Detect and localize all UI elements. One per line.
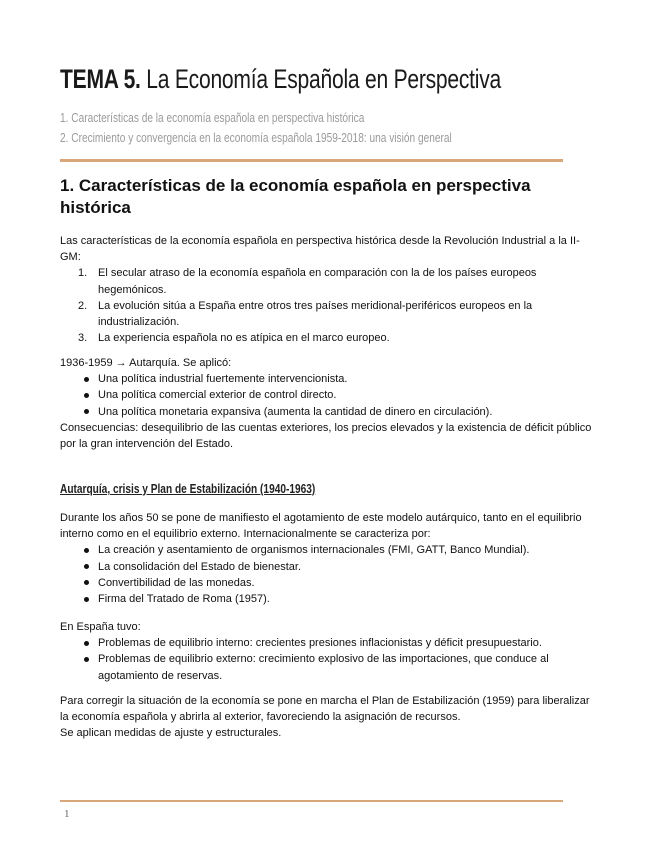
list-item: Firma del Tratado de Roma (1957). [60,591,600,607]
numbered-list [60,265,600,346]
list-item: Problemas de equilibrio externo: crecimiento explosivo de las importaciones, que conduce al agotamiento de reservas. [60,651,600,683]
espana-intro: En España tuvo: [60,621,141,633]
list-item: Convertibilidad de las monedas. [60,575,600,591]
paragraph: Se aplican medidas de ajuste y estructurales. [60,727,282,740]
list-item: Una política industrial fuertemente intervencionista. [60,371,600,387]
bullet-list [60,371,600,420]
header-divider [60,159,563,162]
list-item: 3. La experiencia española no es atípica en el marco europeo. [78,332,390,345]
title-text: La Economía Española en Perspectiva [146,64,502,94]
list-item: La consolidación del Estado de bienestar. [60,559,600,575]
list-item: Una política comercial exterior de control directo. [60,387,600,403]
list-item: 2. La evolución sitúa a España entre otros tres países meridional-periféricos europeos en la industrialización. [78,299,533,329]
autarquia-block [60,355,600,452]
paragraph: Para corregir la situación de la economía se pone en marcha el Plan de Estabilización (1959) para liberalizar la economía española y abrirla al exterior, favoreciendo la asignación de recursos. [60,695,590,724]
toc-item-1: 1. Características de la economía española en perspectiva histórica [60,110,365,125]
list-item: Una política monetaria expansiva (aumenta la cantidad de dinero en circulación). [60,404,600,420]
list-item: Problemas de equilibrio interno: crecientes presiones inflacionistas y déficit presupuestario. [60,635,600,651]
paragraph: Durante los años 50 se pone de manifiesto el agotamiento de este modelo autárquico, tanto en el equilibrio interno como en el equilibrio externo. Internacionalmente se caracteriza por: [60,512,582,541]
section1-body [60,233,600,346]
list-item: La creación y asentamiento de organismos internacionales (FMI, GATT, Banco Mundial). [60,542,600,558]
bullet-list [60,635,600,684]
espana-block [60,619,600,684]
subsection-body [60,510,600,607]
bullet-list [60,542,600,607]
toc-item-2: 2. Crecimiento y convergencia en la economía española 1959-2018: una visión general [60,130,452,145]
document-title [60,61,501,97]
subsection-heading: Autarquía, crisis y Plan de Estabilización (1940-1963) [60,481,316,496]
intro-paragraph: Las características de la economía española en perspectiva histórica desde la Revolución Industrial a la II-GM: [60,235,580,264]
footer-divider [60,800,563,802]
page-number: 1 [64,808,70,820]
consequences-paragraph: Consecuencias: desequilibrio de las cuentas exteriores, los precios elevados y la existencia de déficit público por la gran intervención del Estado. [60,421,592,451]
list-item: 1. El secular atraso de la economía española en comparación con la de los países europeos hegemónicos. [78,267,537,296]
section-heading: 1. Características de la economía española en perspectiva histórica [60,176,531,217]
title-label: TEMA 5. [60,64,141,94]
autarquia-intro: 1936-1959 → Autarquía. Se aplicó: [60,357,232,369]
final-block [60,693,600,742]
